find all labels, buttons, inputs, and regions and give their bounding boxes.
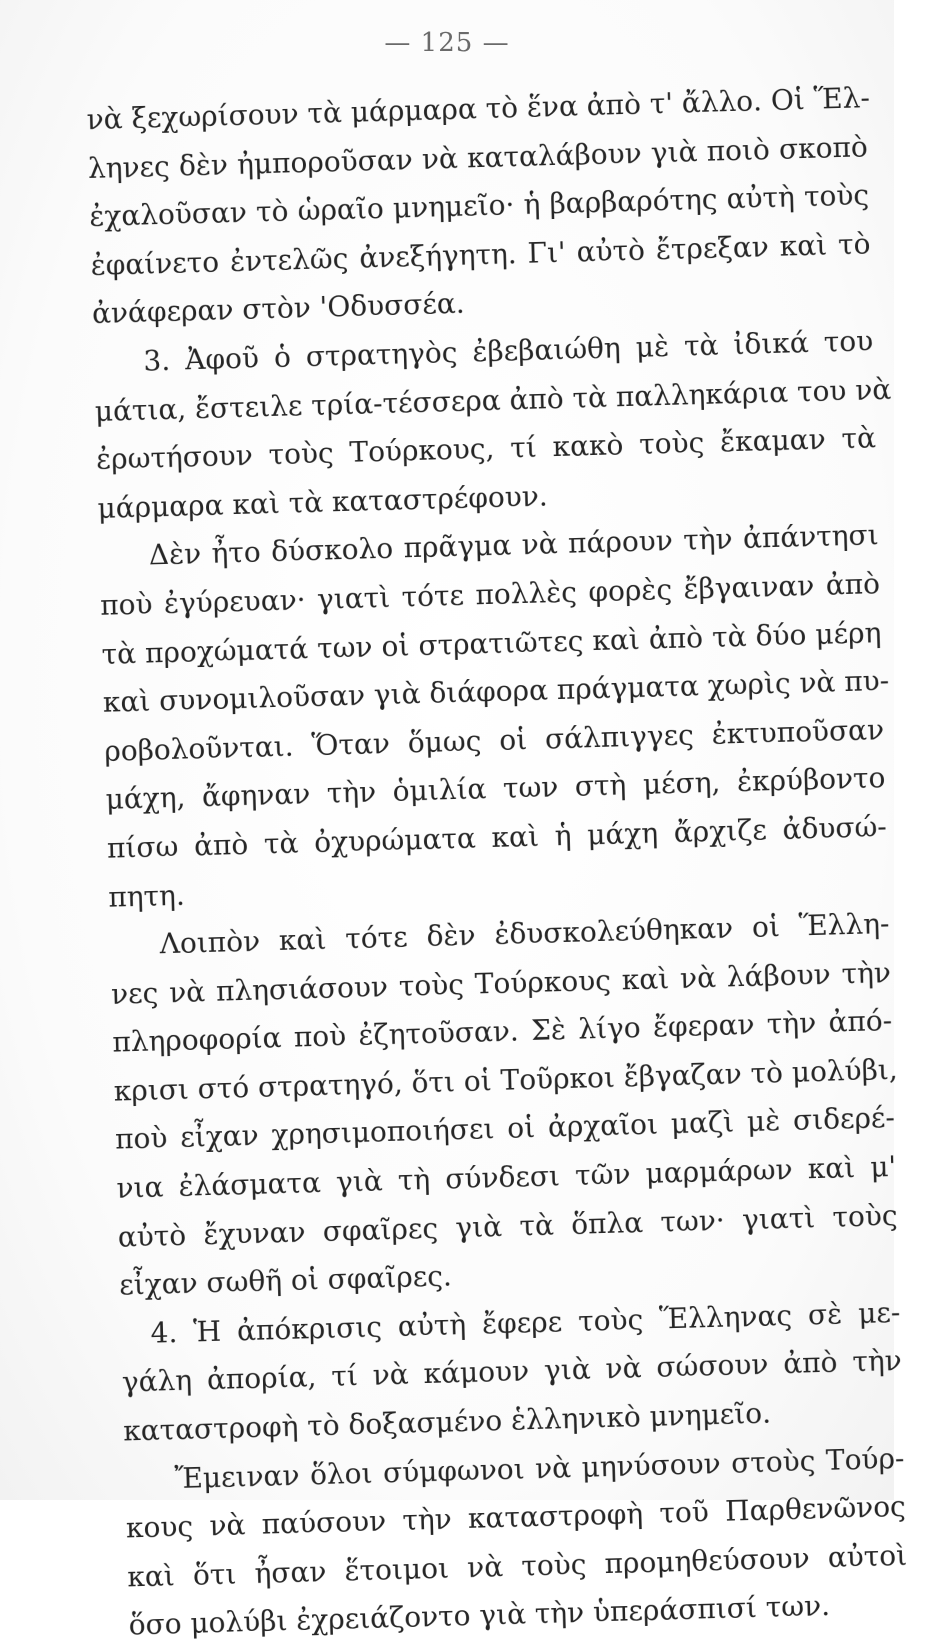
text-line: καταστροφὴ τὸ δοξασμένο ἑλληνικὸ μνημεῖο. bbox=[122, 1396, 772, 1448]
text-line: καὶ ὅτι ἦσαν ἕτοιμοι νὰ τοὺς προμηθεύσουν αὐτοὶ bbox=[126, 1538, 908, 1594]
text-line: ποὺ ἐγύρευαν· γιατὶ τότε πολλὲς φορὲς ἔβγαιναν ἀπὸ bbox=[99, 566, 881, 622]
page-number: — 125 — bbox=[384, 28, 510, 58]
text-line: μάτια, ἔστειλε τρία-τέσσερα ἀπὸ τὰ παλληκάρια του νὰ bbox=[94, 372, 892, 428]
text-line: ροβολοῦνται. Ὅταν ὅμως οἱ σάλπιγγες ἐκτυποῦσαν bbox=[103, 712, 885, 768]
text-line: Δὲν ἦτο δύσκολο πρᾶγμα νὰ πάρουν τὴν ἀπάντησι bbox=[148, 518, 880, 572]
text-line: μάχη, ἄφηναν τὴν ὁμιλία των στὴ μέση, ἐκρύβοντο bbox=[105, 761, 886, 817]
text-line: κρισι στό στρατηγό, ὅτι οἱ Τοῦρκοι ἔβγαζαν τὸ μολύβι, bbox=[113, 1052, 899, 1108]
text-line: νια ἐλάσματα γιὰ τὴ σύνδεσι τῶν μαρμάρων καὶ μ' bbox=[116, 1149, 897, 1205]
text-line: μάρμαρα καὶ τὰ καταστρέφουν. bbox=[97, 479, 549, 525]
text-line: ἐχαλοῦσαν τὸ ὡραῖο μνημεῖο· ἡ βαρβαρότης αὐτὴ τοὺς bbox=[88, 178, 870, 234]
text-line: πίσω ἀπὸ τὰ ὀχυρώματα καὶ ἡ μάχη ἄρχιζε ἀδυσώ- bbox=[106, 809, 888, 865]
text-line: γάλη ἀπορία, τί νὰ κάμουν γιὰ νὰ σώσουν ἀπὸ τὴν bbox=[121, 1344, 903, 1399]
text-line: Ἔμειναν ὅλοι σύμφωνοι νὰ μηνύσουν στοὺς Τούρ- bbox=[174, 1441, 905, 1495]
text-line: ληνες δὲν ἠμποροῦσαν νὰ καταλάβουν γιὰ ποιὸ σκοπὸ bbox=[87, 129, 869, 185]
text-line: αὐτὸ ἔχυναν σφαῖρες γιὰ τὰ ὅπλα των· γιατὶ τοὺς bbox=[117, 1198, 899, 1254]
text-line: καὶ συνομιλοῦσαν γιὰ διάφορα πράγματα χωρὶς νὰ πυ- bbox=[102, 663, 890, 719]
text-line: ἀνάφεραν στὸν 'Οδυσσέα. bbox=[91, 286, 466, 331]
text-line: ἐρωτήσουν τοὺς Τούρκους, τί κακὸ τοὺς ἔκαμαν τὰ bbox=[95, 421, 877, 477]
text-line: Λοιπὸν καὶ τότε δὲν ἐδυσκολεύθηκαν οἱ Ἕλλη- bbox=[159, 906, 890, 961]
text-line: πληροφορία ποὺ ἐζητοῦσαν. Σὲ λίγο ἔφεραν τὴν ἀπό- bbox=[111, 1004, 893, 1059]
text-line: νες νὰ πλησιάσουν τοὺς Τούρκους καὶ νὰ λάβουν τὴν bbox=[110, 955, 892, 1011]
text-line: ἐφαίνετο ἐντελῶς ἀνεξήγητη. Γι' αὐτὸ ἔτρεξαν καὶ τὸ bbox=[90, 226, 871, 282]
text-line: πητη. bbox=[107, 878, 186, 914]
text-line: ὅσο μολύβι ἐχρειάζοντο γιὰ τὴν ὑπεράσπισί των. bbox=[128, 1589, 831, 1642]
text-line: νὰ ξεχωρίσουν τὰ μάρμαρα τὸ ἕνα ἀπὸ τ' ἄλλο. Οἱ Ἕλ- bbox=[86, 81, 871, 136]
text-line: ποὺ εἶχαν χρησιμοποιήσει οἱ ἀρχαῖοι μαζὶ μὲ σιδερέ- bbox=[114, 1101, 896, 1157]
text-line: 3. Ἀφοῦ ὁ στρατηγὸς ἐβεβαιώθη μὲ τὰ ἰδικά του bbox=[142, 324, 874, 378]
body-text bbox=[86, 74, 909, 1650]
text-line: 4. Ἡ ἀπόκρισις αὐτὴ ἔφερε τοὺς Ἕλληνας σὲ με- bbox=[150, 1295, 901, 1350]
text-line: τὰ προχώματά των οἱ στρατιῶτες καὶ ἀπὸ τὰ δύο μέρη bbox=[101, 615, 882, 671]
text-line: εἶχαν σωθῆ οἱ σφαῖρες. bbox=[118, 1259, 453, 1302]
text-line: κους νὰ παύσουν τὴν καταστροφὴ τοῦ Παρθενῶνος bbox=[125, 1489, 907, 1545]
